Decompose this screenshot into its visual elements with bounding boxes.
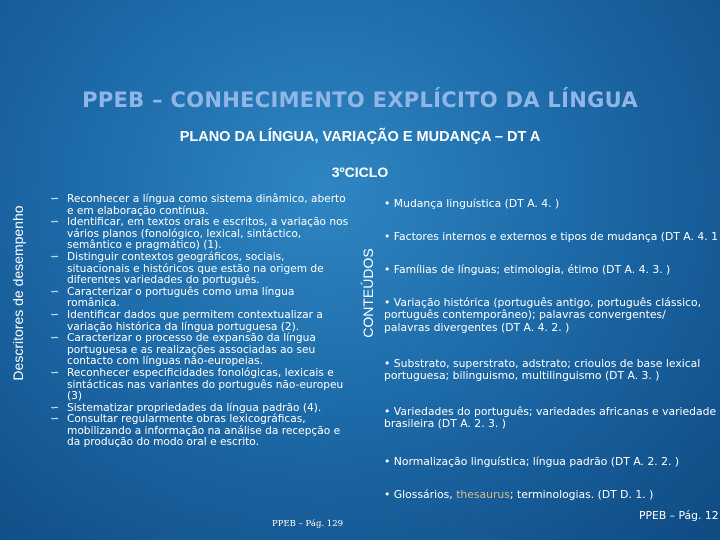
contents-list <box>384 198 720 518</box>
descriptor-text: Sistematizar propriedades da língua padrão (4). <box>67 401 322 414</box>
list-item <box>48 249 350 287</box>
list-item <box>48 414 350 449</box>
page-title: PPEB – CONHECIMENTO EXPLÍCITO DA LÍNGUA <box>82 88 638 112</box>
list-item: • Variação histórica (português antigo, português clássico, português contemporâneo); palavras convergentes/ palavras divergentes (DT A. 4. 2. ) <box>384 296 702 334</box>
descriptor-text: Identificar dados que permitem contextualizar a variação histórica da língua portuguesa (2). <box>67 308 323 333</box>
list-item: • Famílias de línguas; etimologia, étimo (DT A. 4. 3. ) <box>384 263 671 276</box>
descriptors-side-label: Descritores de desempenho <box>10 205 26 381</box>
descriptors-list <box>48 194 350 449</box>
list-item: • Normalização linguística; língua padrão (DT A. 2. 2. ) <box>384 455 680 468</box>
list-item <box>48 217 350 252</box>
swirl-bullet-icon: ∽ <box>50 249 60 263</box>
page-subtitle: PLANO DA LÍNGUA, VARIAÇÃO E MUDANÇA – DT A <box>179 129 541 145</box>
list-item: • Substrato, superstrato, adstrato; crioulos de base lexical portuguesa; bilinguismo, multilinguismo (DT A. 3. ) <box>384 357 701 383</box>
swirl-bullet-icon: ∽ <box>50 215 60 229</box>
contents-side-label: CONTEÚDOS <box>360 248 376 338</box>
swirl-bullet-icon: ∽ <box>50 307 60 321</box>
list-item <box>48 284 350 310</box>
swirl-bullet-icon: ∽ <box>50 400 60 414</box>
swirl-bullet-icon: ∽ <box>50 284 60 298</box>
descriptor-text: Caracterizar o português como uma língua românica. <box>67 285 295 310</box>
list-item <box>48 307 350 333</box>
descriptor-text: Identificar, em textos orais e escritos, a variação nos vários planos (fonológico, lexical, sintáctico, semântico e pragmático) (1). <box>67 216 349 252</box>
list-item: • Mudança linguística (DT A. 4. ) <box>384 198 560 210</box>
list-item: • Variedades do português; variedades africanas e variedade brasileira (DT A. 2. 3. ) <box>384 405 717 431</box>
swirl-bullet-icon: ∽ <box>50 412 60 426</box>
list-item <box>48 333 350 368</box>
swirl-bullet-icon: ∽ <box>50 365 60 379</box>
swirl-bullet-icon: ∽ <box>50 331 60 345</box>
highlighted-term: thesaurus <box>456 488 510 501</box>
descriptor-text: Consultar regularmente obras lexicográficas, mobilizando a informação na análise da recepção e da produção do modo oral e escrito. <box>67 413 341 449</box>
content-text: ; terminologias. (DT D. 1. ) <box>509 488 654 501</box>
swirl-bullet-icon: ∽ <box>50 192 60 205</box>
cycle-label: 3ºCICLO <box>331 164 389 180</box>
descriptors-page-reference: PPEB – Pág. 129 <box>272 519 344 529</box>
list-item <box>48 194 350 217</box>
content-text: • Glossários, <box>384 488 457 501</box>
descriptor-text: Reconhecer especificidades fonológicas, lexicais e sintácticas nas variantes do português não-europeu (3) <box>67 366 344 403</box>
list-item <box>48 365 350 403</box>
contents-page-reference: PPEB – Pág. 12 <box>639 509 719 522</box>
descriptor-text: Distinguir contextos geográficos, sociais, situacionais e históricos que estão na origem de diferentes variedades do português. <box>67 250 324 287</box>
list-item <box>384 489 720 501</box>
list-item: • Factores internos e externos e tipos de mudança (DT A. 4. 1 <box>384 230 718 243</box>
descriptor-text: Reconhecer a língua como sistema dinâmico, aberto e em elaboração contínua. <box>67 193 346 217</box>
descriptor-text: Caracterizar o processo de expansão da língua portuguesa e as realizações associadas ao seu contacto com línguas não-europeias. <box>67 332 316 368</box>
